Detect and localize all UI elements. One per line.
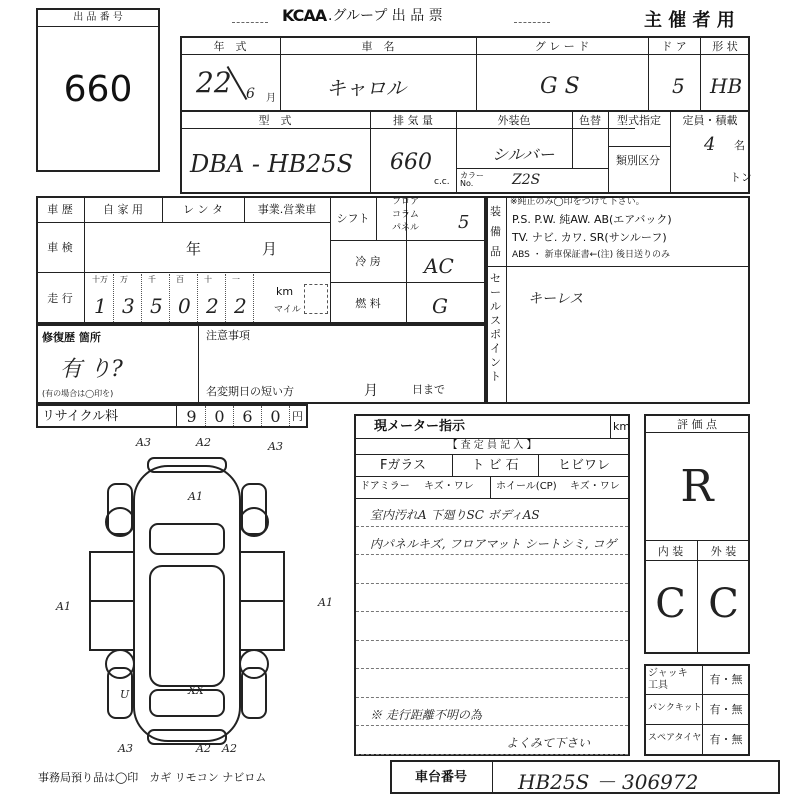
interior-label: 内 装 [657, 544, 684, 558]
car-body-diagram [50, 436, 350, 766]
note-line [356, 641, 628, 670]
diagram-mark-6: A1 [318, 596, 333, 609]
chassis-number-label: 車台番号 [414, 769, 467, 785]
inspection-label: 車 検 [47, 240, 73, 254]
mirror-label: ドアミラー [360, 481, 410, 492]
diagram-mark-9: A3 [118, 742, 133, 755]
ton-unit: トン [730, 171, 752, 184]
roof [150, 566, 224, 686]
spare-tire-label: スペアタイヤ [648, 733, 702, 743]
mileage-unit-label: 十 [204, 275, 212, 284]
wheel-label: ホイール(CP) [496, 481, 557, 492]
shift-column: コラム [392, 210, 419, 220]
capacity-label: 定員・積載 [682, 113, 738, 127]
diagram-mark-2: A2 [196, 436, 211, 449]
mileage-cell [226, 274, 254, 322]
score-label: 評 価 点 [677, 417, 717, 431]
spare-tire-value: 有・無 [709, 732, 743, 746]
note-line [356, 584, 628, 613]
mileage-label: 走 行 [47, 291, 73, 305]
lot-number-value: 660 [63, 69, 133, 110]
rear-right-wheel [240, 650, 268, 678]
meter-km-unit: km [613, 420, 631, 433]
equipment-section [486, 196, 750, 404]
mileage-digit: 3 [122, 294, 135, 318]
diagram-mark-5: A1 [56, 600, 71, 613]
equipment-label: 装備品 [490, 205, 501, 258]
office-note: 事務局預り品は◯印 カギ リモコン ナビロム [38, 771, 267, 784]
year-label: 年 式 [213, 39, 247, 53]
note-line [356, 527, 628, 556]
mileage-unit-label: 万 [120, 275, 128, 284]
ac-value: AC [424, 254, 454, 278]
exterior-label: 外 装 [710, 544, 737, 558]
mileage-unit-label: 百 [176, 275, 184, 284]
inspection-month-label: 月 [262, 240, 278, 258]
displacement-value: 660 [390, 150, 432, 175]
color-no-label: カラー No. [460, 171, 484, 188]
rear-left-wheel [106, 650, 134, 678]
car-name-value: キャロル [326, 76, 406, 100]
mileage-unit-label: 十万 [92, 275, 108, 284]
mileage-cell [170, 274, 198, 322]
brand-logo: KCAA [282, 6, 327, 25]
equipment-note: ※純正のみ◯印をつけて下さい。 [510, 197, 645, 207]
note-line [356, 698, 628, 727]
inspection-year-label: 年 [186, 240, 202, 258]
grade-label: グ レ ー ド [534, 39, 590, 53]
wheel-value: キズ・ワレ [570, 481, 620, 492]
glass-crack: ヒビワレ [557, 457, 610, 473]
mileage-digit: 5 [150, 294, 163, 318]
jack-label: ジャッキ 工具 [648, 668, 688, 691]
recycle-digit: 0 [206, 406, 234, 426]
exterior-color-label: 外装色 [497, 113, 531, 127]
exterior-color-value: シルバー [492, 145, 555, 164]
km-label: km [276, 285, 294, 298]
fuel-label: 燃 料 [355, 296, 381, 310]
equipment-line-3: ABS ・ 新車保証書←(注) 後日送りのみ [512, 250, 671, 260]
glass-stone: ト ビ 石 [471, 457, 519, 473]
note-line [356, 498, 628, 527]
shift-panel: パネル [392, 223, 420, 233]
cc-unit: c.c. [434, 177, 450, 187]
recycle-digit: 0 [262, 406, 290, 426]
shape-value: HB [710, 74, 743, 98]
note-text: よくみて下さい [506, 736, 591, 750]
meter-label: 現メーター指示 [374, 419, 466, 434]
mileage-digit: 1 [94, 294, 107, 318]
mileage-cell [142, 274, 170, 322]
rental-label: レ ン タ [183, 202, 223, 216]
diagram-mark-8: U [120, 688, 130, 701]
note-line [356, 555, 628, 584]
model-label: 型 式 [258, 113, 292, 127]
front-windshield [150, 524, 224, 554]
color-no-value: Z2S [512, 172, 541, 188]
repair-history-note: (有の場合は◯印を) [42, 389, 114, 398]
front-right-wheel [240, 508, 268, 536]
displacement-label: 排 気 量 [393, 113, 433, 127]
score-value: R [680, 460, 714, 512]
diagram-mark-3: A3 [268, 440, 283, 453]
type-designation-label: 型式指定 [617, 113, 661, 127]
note-text: 内パネルキズ, フロアマット シートシミ, コゲ [370, 536, 617, 551]
jack-value: 有・無 [709, 672, 743, 686]
note-text: ※ 走行距離不明の為 [370, 707, 482, 722]
rear-window [150, 690, 224, 716]
year-value: 22 [196, 66, 232, 99]
repaint-label: 色替 [579, 113, 601, 127]
fuel-value: G [432, 294, 448, 318]
mileage-unit-label: 一 [232, 275, 240, 284]
chassis-number-value: HB25S － 306972 [518, 770, 699, 794]
remarks-label: 注意事項 [206, 329, 250, 342]
history-label: 車 歴 [47, 202, 73, 216]
month-value: 6 [246, 86, 255, 102]
note-text: 室内汚れA 下廻りSC ボディAS [370, 508, 540, 522]
recycle-digit: 9 [178, 406, 206, 426]
puncture-kit-value: 有・無 [709, 702, 743, 716]
mileage-cell [198, 274, 226, 322]
doors-value: 5 [672, 74, 685, 98]
diagram-mark-7: XX [188, 684, 204, 697]
name-change-label: 名変期日の短い方 [206, 385, 294, 398]
capacity-value: 4 [704, 134, 716, 155]
recycle-digit: 6 [234, 406, 262, 426]
shape-label: 形 状 [712, 39, 738, 53]
grade-value: G S [540, 74, 580, 99]
glass-label: Fガラス [379, 457, 427, 473]
note-line [356, 726, 628, 755]
model-value: DBA - HB25S [190, 150, 354, 178]
ac-label: 冷 房 [355, 254, 381, 268]
name-change-month: 月 [364, 383, 378, 399]
puncture-kit-label: パンクキット [648, 703, 702, 713]
sales-point-value: キーレス [528, 291, 584, 307]
note-line [356, 669, 628, 698]
sales-point-label: セールスポイント [490, 272, 501, 383]
exterior-value: C [708, 581, 739, 627]
repair-history-value: 有 り? [60, 357, 123, 382]
recycle-fee-label: リサイクル料 [42, 409, 119, 424]
yen-unit: 円 [292, 410, 303, 423]
organizer-label: 主 催 者 用 [644, 10, 735, 31]
diagram-mark-1: A3 [136, 436, 151, 449]
inspector-label: 【 査 定 員 記 入 】 [447, 440, 537, 451]
diagram-mark-10: A2 [196, 742, 211, 755]
diagram-mark-11: A2 [222, 742, 237, 755]
group-title: .グループ 出 品 票 [328, 8, 443, 24]
shift-value: 5 [458, 212, 470, 233]
mileage-digit: 0 [178, 294, 191, 318]
note-line [356, 612, 628, 641]
mile-label: マイル [274, 305, 301, 315]
mileage-unit-label: 千 [148, 275, 156, 284]
mileage-cell [86, 274, 114, 322]
mile-checkbox [304, 284, 328, 314]
shift-floor: フロア [392, 197, 420, 207]
doors-label: ド ア [661, 39, 687, 53]
mileage-digit: 2 [206, 294, 219, 318]
business-use-label: 事業.営業車 [257, 202, 317, 216]
private-use-label: 自 家 用 [103, 202, 143, 216]
car-name-label: 車 名 [361, 39, 395, 53]
lot-number-label: 出 品 番 号 [73, 12, 123, 23]
category-label: 類別区分 [616, 154, 660, 167]
name-change-day: 日まで [412, 383, 445, 396]
diagram-mark-4: A1 [188, 490, 203, 503]
mileage-cell [114, 274, 142, 322]
interior-value: C [655, 581, 686, 627]
equipment-line-1: P.S. P.W. 純AW. AB(エアバック) [512, 213, 672, 226]
capacity-unit: 名 [734, 139, 745, 152]
equipment-line-2: TV. ナビ. カワ. SR(サンルーフ) [512, 231, 667, 244]
repair-history-label: 修復歴 箇所 [42, 331, 101, 344]
mirror-value: キズ・ワレ [424, 481, 474, 492]
month-unit: 月 [266, 93, 276, 104]
shift-label: シフト [336, 211, 370, 225]
front-left-wheel [106, 508, 134, 536]
mileage-digit: 2 [234, 294, 247, 318]
